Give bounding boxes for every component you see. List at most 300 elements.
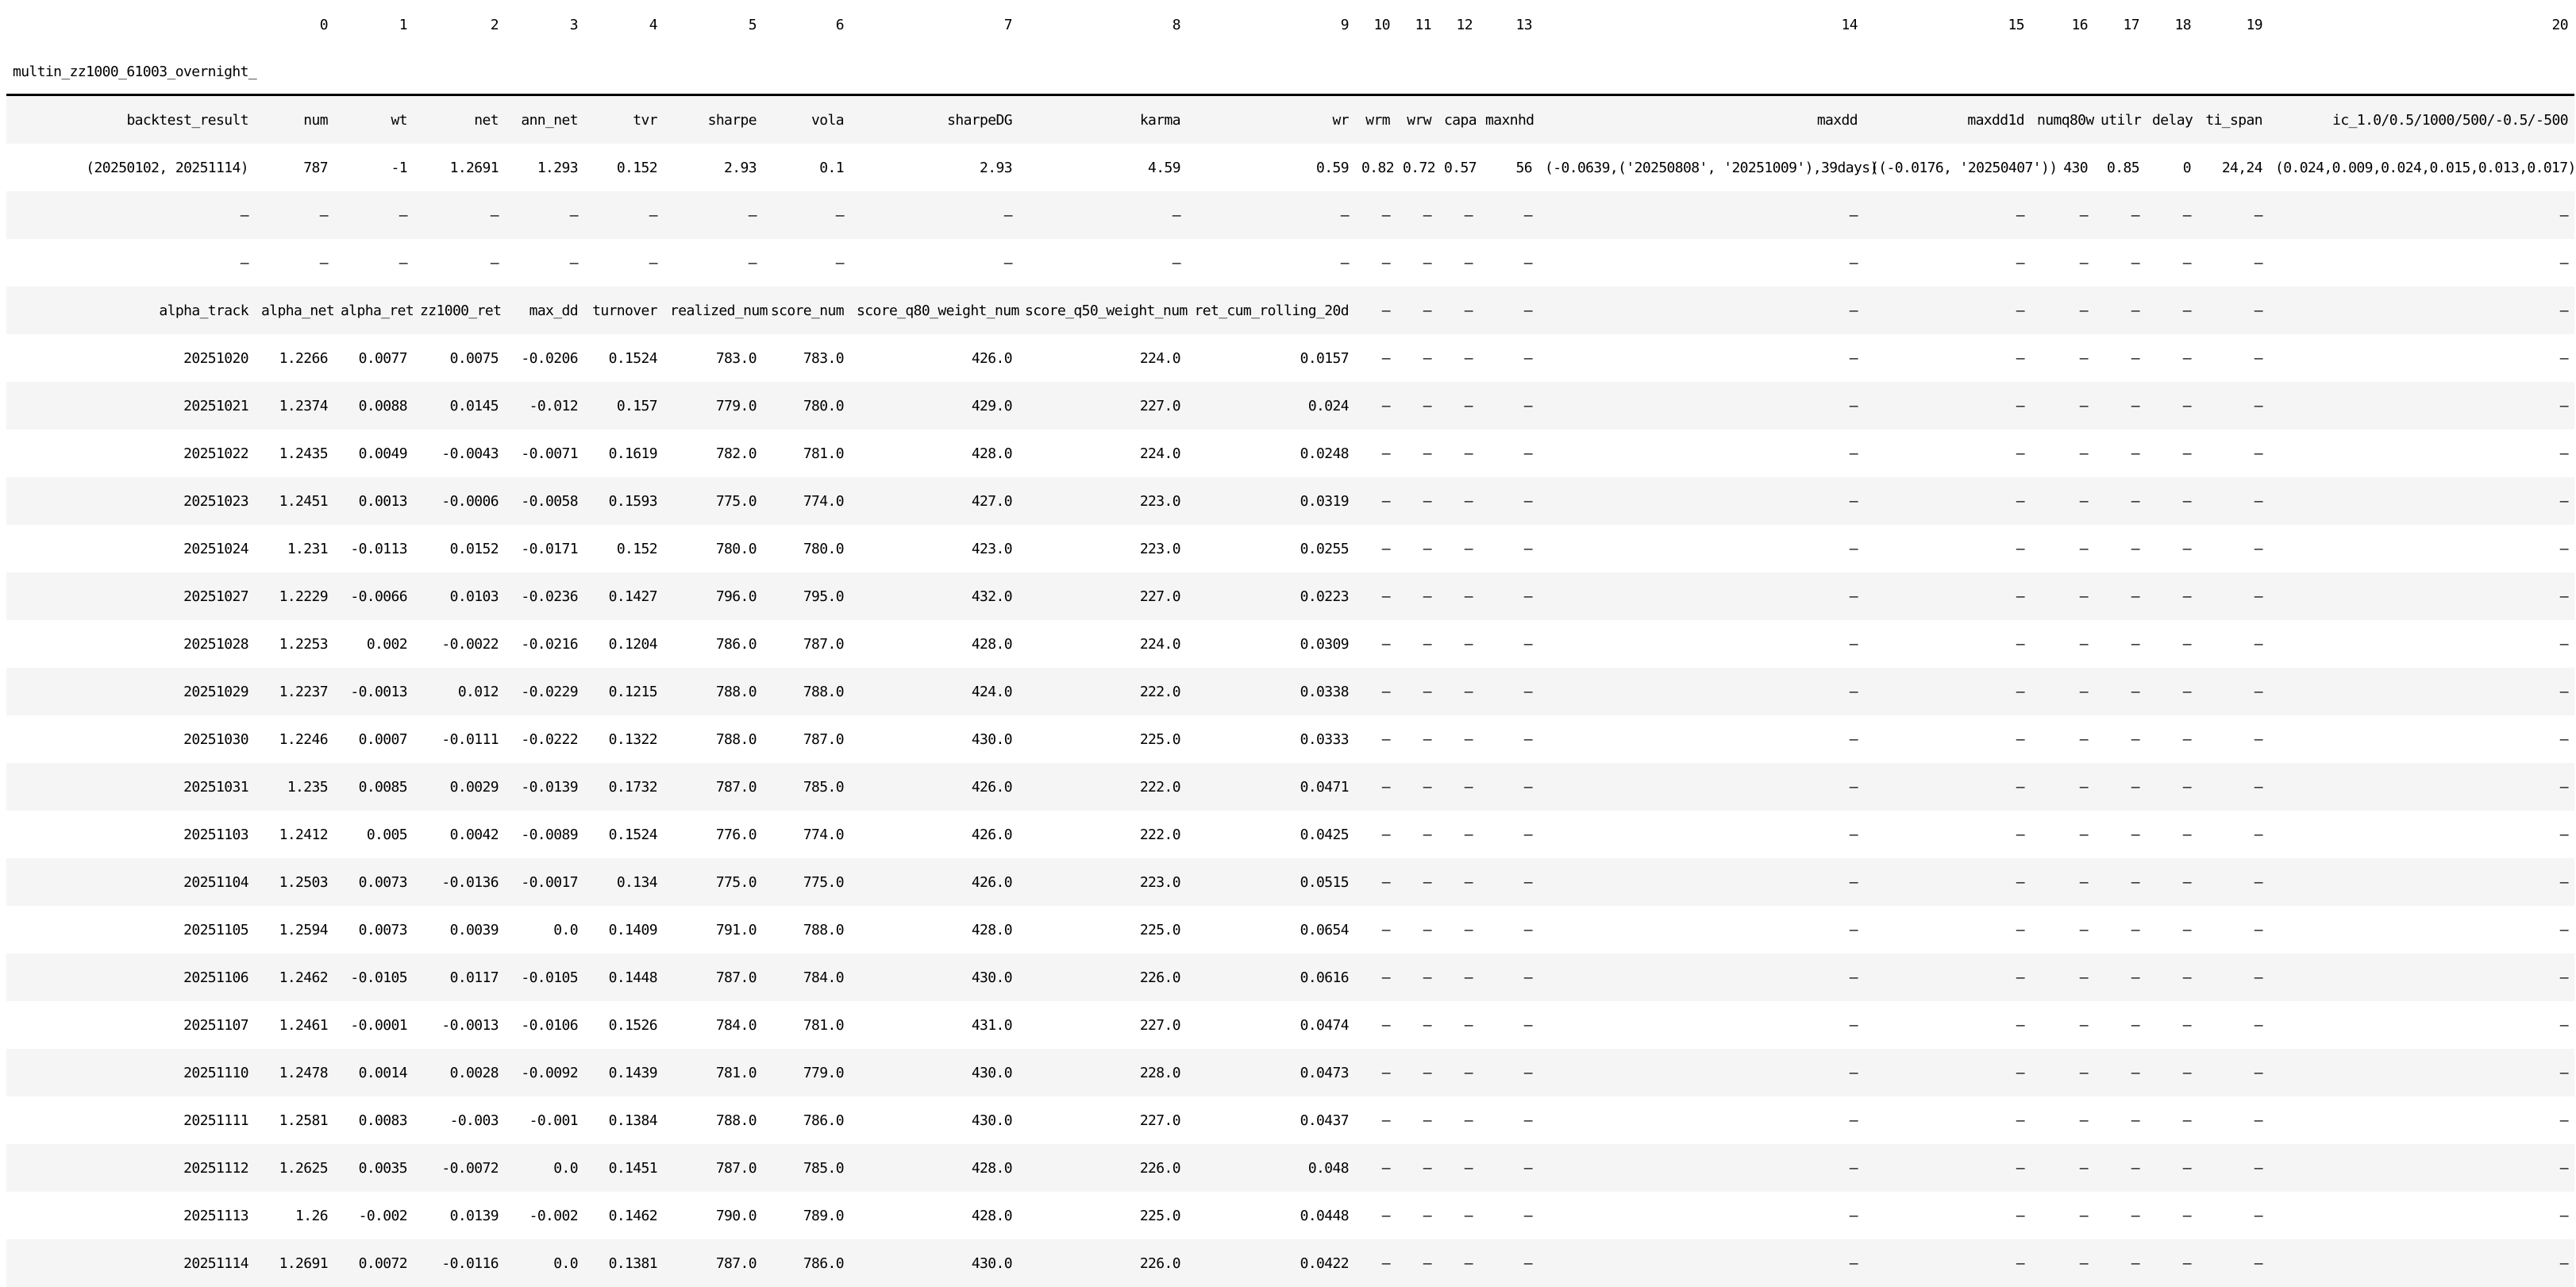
table-cell: —: [2094, 668, 2146, 715]
table-cell: —: [2146, 668, 2197, 715]
table-cell: —: [2094, 906, 2146, 954]
row-index-cell: 20251028: [6, 620, 255, 668]
table-cell: 787.0: [763, 620, 850, 668]
table-cell: -0.0089: [505, 811, 584, 858]
table-cell: —: [2146, 1001, 2197, 1049]
table-cell: ret_cum_rolling_20d: [1187, 287, 1355, 334]
table-cell: 0.0073: [334, 906, 414, 954]
table-cell: —: [1864, 382, 2031, 430]
table-cell: —: [2197, 858, 2269, 906]
table-cell: 222.0: [1018, 811, 1187, 858]
table-cell: 0.1204: [584, 620, 664, 668]
table-cell: —: [1864, 239, 2031, 287]
table-cell: -0.003: [414, 1096, 505, 1144]
table-cell: —: [1479, 572, 1538, 620]
table-cell: 779.0: [763, 1049, 850, 1096]
table-row: [6, 191, 2574, 239]
table-cell: —: [1438, 525, 1479, 572]
table-cell: —: [1396, 1096, 1438, 1144]
table-cell: —: [1864, 668, 2031, 715]
table-cell: —: [1538, 1239, 1864, 1287]
table-cell: —: [2269, 191, 2574, 239]
table-cell: -0.0113: [334, 525, 414, 572]
table-cell: -0.0017: [505, 858, 584, 906]
table-cell: —: [2094, 477, 2146, 525]
table-cell: —: [1355, 858, 1396, 906]
table-cell: 0.0338: [1187, 668, 1355, 715]
table-row: [6, 620, 2574, 668]
table-cell: 0.0085: [334, 763, 414, 811]
table-cell: —: [1355, 763, 1396, 811]
table-cell: 0.152: [584, 525, 664, 572]
row-index-cell: 20251020: [6, 334, 255, 382]
row-index-cell: 20251114: [6, 1239, 255, 1287]
table-cell: 0.1: [763, 144, 850, 191]
table-cell: —: [1479, 191, 1538, 239]
table-cell: —: [1187, 239, 1355, 287]
table-cell: 0.1524: [584, 811, 664, 858]
table-cell: 426.0: [850, 811, 1018, 858]
table-row: [6, 1096, 2574, 1144]
row-index-cell: 20251107: [6, 1001, 255, 1049]
table-cell: 2.93: [850, 144, 1018, 191]
table-cell: —: [2094, 715, 2146, 763]
table-cell: —: [2094, 858, 2146, 906]
table-cell: —: [1864, 1001, 2031, 1049]
table-row: [6, 287, 2574, 334]
column-index-header: 1: [334, 0, 414, 49]
table-cell: —: [1396, 239, 1438, 287]
table-cell: 0.0139: [414, 1192, 505, 1239]
row-index-cell: (20250102, 20251114): [6, 144, 255, 191]
table-cell: 783.0: [763, 334, 850, 382]
table-row: [6, 430, 2574, 477]
table-cell: —: [1438, 430, 1479, 477]
table-cell: 223.0: [1018, 477, 1187, 525]
table-cell: —: [2031, 1049, 2094, 1096]
table-cell: num: [255, 95, 334, 144]
table-cell: —: [1864, 1144, 2031, 1192]
table-cell: 0.1524: [584, 334, 664, 382]
table-cell: —: [1538, 1096, 1864, 1144]
table-cell: 0.0035: [334, 1144, 414, 1192]
table-cell: -0.0072: [414, 1144, 505, 1192]
table-cell: 787.0: [664, 954, 763, 1001]
table-cell: —: [1355, 239, 1396, 287]
table-cell: 774.0: [763, 811, 850, 858]
table-cell: 788.0: [664, 715, 763, 763]
table-cell: —: [2146, 906, 2197, 954]
table-cell: —: [584, 191, 664, 239]
table-cell: —: [1538, 477, 1864, 525]
table-cell: —: [2031, 954, 2094, 1001]
table-cell: 0.0309: [1187, 620, 1355, 668]
table-cell: —: [1355, 382, 1396, 430]
table-cell: 0.0073: [334, 858, 414, 906]
table-cell: karma: [1018, 95, 1187, 144]
table-cell: —: [1396, 954, 1438, 1001]
table-cell: —: [2146, 1049, 2197, 1096]
row-index-cell: 20251030: [6, 715, 255, 763]
table-cell: —: [2269, 620, 2574, 668]
table-cell: —: [1538, 239, 1864, 287]
table-cell: 0.0474: [1187, 1001, 1355, 1049]
table-cell: —: [1355, 572, 1396, 620]
table-cell: —: [1396, 906, 1438, 954]
table-cell: -0.0006: [414, 477, 505, 525]
table-cell: —: [2269, 382, 2574, 430]
table-cell: 1.2246: [255, 715, 334, 763]
table-cell: 775.0: [763, 858, 850, 906]
table-cell: 0.0077: [334, 334, 414, 382]
table-cell: —: [1538, 287, 1864, 334]
table-cell: —: [2197, 191, 2269, 239]
table-cell: —: [2269, 1001, 2574, 1049]
table-cell: —: [1864, 334, 2031, 382]
table-cell: —: [1396, 763, 1438, 811]
row-index-cell: 20251031: [6, 763, 255, 811]
table-cell: 428.0: [850, 430, 1018, 477]
table-cell: —: [1864, 954, 2031, 1001]
table-cell: 1.2253: [255, 620, 334, 668]
table-cell: —: [1438, 572, 1479, 620]
table-cell: —: [1864, 191, 2031, 239]
table-cell: 0.0319: [1187, 477, 1355, 525]
table-cell: 24,24: [2197, 144, 2269, 191]
table-cell: —: [2146, 715, 2197, 763]
column-index-header: 14: [1538, 0, 1864, 49]
column-index-header: 6: [763, 0, 850, 49]
table-cell: —: [2269, 334, 2574, 382]
table-cell: wr: [1187, 95, 1355, 144]
table-cell: 0.005: [334, 811, 414, 858]
table-cell: 776.0: [664, 811, 763, 858]
table-cell: —: [1396, 858, 1438, 906]
table-cell: —: [1864, 572, 2031, 620]
table-cell: 226.0: [1018, 1239, 1187, 1287]
table-cell: 428.0: [850, 906, 1018, 954]
table-cell: —: [1396, 811, 1438, 858]
table-cell: —: [2094, 811, 2146, 858]
table-cell: —: [414, 239, 505, 287]
table-row: [6, 1144, 2574, 1192]
table-cell: —: [2031, 477, 2094, 525]
table-cell: —: [2197, 954, 2269, 1001]
table-cell: —: [1438, 906, 1479, 954]
table-cell: —: [2197, 1192, 2269, 1239]
table-cell: 786.0: [664, 620, 763, 668]
table-cell: 1.2237: [255, 668, 334, 715]
table-row: [6, 906, 2574, 954]
table-cell: —: [2031, 191, 2094, 239]
table-cell: —: [2197, 1096, 2269, 1144]
table-cell: 0.0654: [1187, 906, 1355, 954]
table-cell: 0.0145: [414, 382, 505, 430]
table-cell: —: [850, 191, 1018, 239]
table-cell: —: [2146, 858, 2197, 906]
table-cell: —: [2146, 763, 2197, 811]
table-cell: —: [2031, 239, 2094, 287]
table-cell: —: [2031, 715, 2094, 763]
table-cell: -0.0022: [414, 620, 505, 668]
table-cell: utilr: [2094, 95, 2146, 144]
table-cell: —: [2094, 239, 2146, 287]
table-cell: —: [1187, 191, 1355, 239]
table-cell: —: [1438, 668, 1479, 715]
table-cell: 1.2462: [255, 954, 334, 1001]
table-cell: 0.0515: [1187, 858, 1355, 906]
table-row: [6, 144, 2574, 191]
table-cell: 787.0: [664, 1239, 763, 1287]
table-cell: —: [1479, 668, 1538, 715]
column-index-row: [6, 0, 2574, 49]
table-cell: 227.0: [1018, 1096, 1187, 1144]
table-row: [6, 858, 2574, 906]
table-cell: 791.0: [664, 906, 763, 954]
table-cell: 790.0: [664, 1192, 763, 1239]
table-cell: —: [1538, 572, 1864, 620]
table-cell: 0.134: [584, 858, 664, 906]
table-cell: —: [1479, 1192, 1538, 1239]
table-cell: 430.0: [850, 954, 1018, 1001]
table-cell: 1.2503: [255, 858, 334, 906]
table-cell: —: [1396, 572, 1438, 620]
table-cell: —: [2197, 477, 2269, 525]
table-cell: 0.0248: [1187, 430, 1355, 477]
table-cell: 788.0: [664, 668, 763, 715]
table-cell: -0.0013: [334, 668, 414, 715]
dataframe-view: [6, 0, 2572, 1287]
table-cell: 0.1439: [584, 1049, 664, 1096]
table-cell: -0.0216: [505, 620, 584, 668]
table-cell: 0.0333: [1187, 715, 1355, 763]
table-cell: ann_net: [505, 95, 584, 144]
table-cell: —: [1479, 763, 1538, 811]
row-index-cell: 20251110: [6, 1049, 255, 1096]
table-cell: —: [1479, 334, 1538, 382]
table-cell: —: [2197, 430, 2269, 477]
column-index-header: [6, 0, 255, 49]
table-cell: —: [1355, 1001, 1396, 1049]
table-cell: 0.0: [505, 1144, 584, 1192]
table-cell: —: [2269, 954, 2574, 1001]
table-cell: 0.0255: [1187, 525, 1355, 572]
table-cell: 0.0007: [334, 715, 414, 763]
row-index-cell: 20251023: [6, 477, 255, 525]
table-cell: —: [2094, 430, 2146, 477]
table-cell: —: [2269, 1144, 2574, 1192]
table-cell: 0.0425: [1187, 811, 1355, 858]
table-cell: —: [1479, 1144, 1538, 1192]
table-cell: 430.0: [850, 1049, 1018, 1096]
table-cell: —: [255, 191, 334, 239]
table-cell: —: [2094, 620, 2146, 668]
table-cell: —: [2094, 1001, 2146, 1049]
row-index-cell: —: [6, 191, 255, 239]
table-cell: —: [1438, 620, 1479, 668]
table-cell: —: [2094, 1049, 2146, 1096]
table-cell: 1.2478: [255, 1049, 334, 1096]
table-cell: 781.0: [763, 1001, 850, 1049]
table-cell: 1.293: [505, 144, 584, 191]
table-cell: 0.0152: [414, 525, 505, 572]
table-cell: 0.002: [334, 620, 414, 668]
table-cell: —: [1864, 430, 2031, 477]
table-cell: —: [1479, 954, 1538, 1001]
table-cell: 788.0: [763, 906, 850, 954]
table-cell: —: [2269, 239, 2574, 287]
row-index-cell: 20251105: [6, 906, 255, 954]
table-cell: maxdd1d: [1864, 95, 2031, 144]
table-cell: —: [1438, 1144, 1479, 1192]
table-cell: 0.048: [1187, 1144, 1355, 1192]
table-cell: —: [1538, 191, 1864, 239]
table-cell: —: [2094, 191, 2146, 239]
table-cell: —: [2031, 287, 2094, 334]
table-cell: 780.0: [664, 525, 763, 572]
table-cell: —: [1396, 668, 1438, 715]
table-cell: —: [2031, 1001, 2094, 1049]
table-cell: 786.0: [763, 1239, 850, 1287]
table-cell: 0.0083: [334, 1096, 414, 1144]
table-cell: —: [850, 239, 1018, 287]
table-cell: —: [1355, 715, 1396, 763]
table-cell: —: [1538, 906, 1864, 954]
table-cell: sharpe: [664, 95, 763, 144]
table-cell: 428.0: [850, 1192, 1018, 1239]
table-cell: 1.26: [255, 1192, 334, 1239]
row-index-cell: alpha_track: [6, 287, 255, 334]
table-cell: —: [2094, 1096, 2146, 1144]
table-cell: 0.0103: [414, 572, 505, 620]
table-cell: —: [1396, 1049, 1438, 1096]
table-row: [6, 1192, 2574, 1239]
table-cell: 0.1526: [584, 1001, 664, 1049]
table-cell: —: [2197, 1001, 2269, 1049]
table-cell: 227.0: [1018, 1001, 1187, 1049]
table-cell: —: [2197, 906, 2269, 954]
table-cell: —: [1479, 287, 1538, 334]
table-cell: 0.1451: [584, 1144, 664, 1192]
table-row: [6, 668, 2574, 715]
table-cell: —: [763, 191, 850, 239]
table-cell: —: [1864, 858, 2031, 906]
column-index-header: 5: [664, 0, 763, 49]
table-cell: maxdd: [1538, 95, 1864, 144]
table-cell: -0.0066: [334, 572, 414, 620]
table-cell: -0.0139: [505, 763, 584, 811]
table-cell: —: [2197, 715, 2269, 763]
table-cell: 0: [2146, 144, 2197, 191]
table-cell: 1.2451: [255, 477, 334, 525]
column-index-header: 10: [1355, 0, 1396, 49]
table-cell: 0.1384: [584, 1096, 664, 1144]
table-cell: 0.157: [584, 382, 664, 430]
row-index-cell: 20251029: [6, 668, 255, 715]
table-cell: 787.0: [664, 1144, 763, 1192]
dataframe-body: [6, 95, 2574, 1287]
table-cell: —: [2269, 811, 2574, 858]
table-cell: —: [1396, 1001, 1438, 1049]
table-cell: -0.0071: [505, 430, 584, 477]
table-cell: 226.0: [1018, 1144, 1187, 1192]
table-cell: -0.0206: [505, 334, 584, 382]
table-cell: 0.0: [505, 1239, 584, 1287]
table-cell: —: [1355, 191, 1396, 239]
table-cell: —: [2031, 763, 2094, 811]
table-cell: realized_num: [664, 287, 763, 334]
table-cell: 0.0117: [414, 954, 505, 1001]
table-cell: —: [1018, 191, 1187, 239]
table-cell: —: [1538, 382, 1864, 430]
table-cell: 0.024: [1187, 382, 1355, 430]
table-cell: —: [1864, 1096, 2031, 1144]
table-cell: —: [2269, 763, 2574, 811]
table-row: [6, 811, 2574, 858]
table-cell: —: [255, 239, 334, 287]
table-cell: 1.2435: [255, 430, 334, 477]
table-cell: —: [1538, 1049, 1864, 1096]
table-cell: —: [1479, 715, 1538, 763]
table-cell: —: [1479, 430, 1538, 477]
table-cell: —: [1438, 1001, 1479, 1049]
table-row: [6, 715, 2574, 763]
table-cell: —: [1355, 1239, 1396, 1287]
table-cell: —: [2269, 287, 2574, 334]
table-cell: 0.1381: [584, 1239, 664, 1287]
table-cell: 787: [255, 144, 334, 191]
table-cell: 225.0: [1018, 715, 1187, 763]
table-cell: —: [2146, 572, 2197, 620]
table-cell: 1.2374: [255, 382, 334, 430]
table-cell: —: [2094, 954, 2146, 1001]
table-cell: —: [1355, 1049, 1396, 1096]
table-cell: 0.0088: [334, 382, 414, 430]
table-cell: —: [2031, 1192, 2094, 1239]
table-cell: —: [2197, 525, 2269, 572]
table-cell: —: [1538, 1192, 1864, 1239]
table-cell: —: [1018, 239, 1187, 287]
table-cell: —: [1355, 811, 1396, 858]
table-cell: —: [2197, 1239, 2269, 1287]
table-cell: 426.0: [850, 858, 1018, 906]
table-cell: —: [2269, 906, 2574, 954]
table-cell: 0.0072: [334, 1239, 414, 1287]
table-cell: 427.0: [850, 477, 1018, 525]
table-cell: —: [2269, 1239, 2574, 1287]
table-cell: —: [2269, 477, 2574, 525]
table-cell: 0.0422: [1187, 1239, 1355, 1287]
table-cell: 0.85: [2094, 144, 2146, 191]
table-cell: —: [1438, 811, 1479, 858]
table-cell: —: [1438, 763, 1479, 811]
column-index-header: 20: [2269, 0, 2574, 49]
table-cell: 0.0473: [1187, 1049, 1355, 1096]
table-cell: 0.0014: [334, 1049, 414, 1096]
table-cell: —: [2031, 906, 2094, 954]
table-cell: —: [414, 191, 505, 239]
table-row: [6, 95, 2574, 144]
table-cell: —: [1438, 954, 1479, 1001]
table-cell: —: [2146, 1144, 2197, 1192]
table-cell: 1.2625: [255, 1144, 334, 1192]
table-cell: 426.0: [850, 763, 1018, 811]
table-cell: —: [763, 239, 850, 287]
table-cell: —: [1355, 668, 1396, 715]
table-cell: —: [2146, 477, 2197, 525]
table-cell: —: [1864, 715, 2031, 763]
table-cell: 1.2691: [414, 144, 505, 191]
